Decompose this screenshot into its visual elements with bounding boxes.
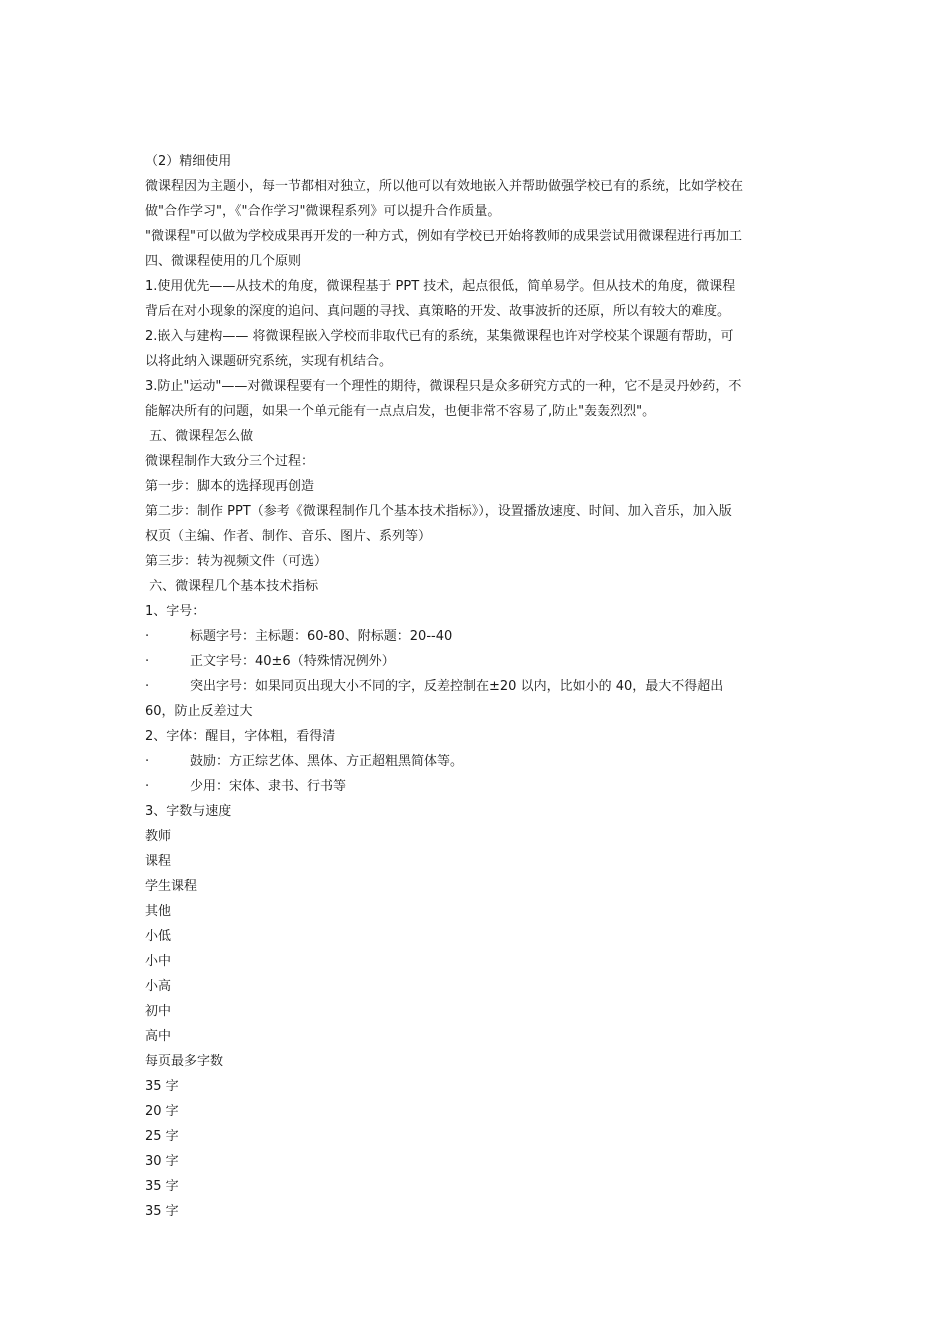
paragraph-line: 权页（主编、作者、制作、音乐、图片、系列等）: [145, 529, 432, 544]
bullet-text: 鼓励：方正综艺体、黑体、方正超粗黑简体等。: [190, 754, 464, 769]
bullet-marker: ·: [145, 679, 150, 694]
table-cell-text: 学生课程: [145, 879, 198, 894]
bullet-marker: ·: [145, 654, 150, 669]
bullet-item: [145, 749, 813, 774]
section-heading: （2）精细使用: [145, 154, 232, 169]
table-cell-text: 小高: [145, 979, 172, 994]
table-cell-text: 初中: [145, 1004, 172, 1019]
paragraph-line: 第二步：制作 PPT（参考《微课程制作几个基本技术指标》），设置播放速度、时间、加入音乐，加入版: [145, 504, 732, 519]
table-cell-text: 课程: [145, 854, 172, 869]
bullet-text: 正文字号：40±6（特殊情况例外）: [190, 654, 395, 669]
bullet-item: [145, 774, 813, 799]
paragraph-line: 第一步：脚本的选择现再创造: [145, 479, 315, 494]
section-heading: 五、微课程怎么做: [145, 429, 254, 444]
paragraph-line: 微课程因为主题小，每一节都相对独立，所以他可以有效地嵌入并帮助做强学校已有的系统，比如学校在: [145, 179, 744, 194]
table-cell-text: 高中: [145, 1029, 172, 1044]
bullet-text: 标题字号：主标题：60-80、附标题：20--40: [190, 629, 453, 644]
bullet-text: 少用：宋体、隶书、行书等: [190, 779, 347, 794]
paragraph-line: 以将此纳入课题研究系统，实现有机结合。: [145, 354, 393, 369]
bullet-text: 突出字号：如果同页出现大小不同的字，反差控制在±20 以内，比如小的 40，最大不得超出: [190, 679, 724, 694]
bullet-item: [145, 674, 813, 699]
bullet-marker: ·: [145, 779, 150, 794]
table-cell-text: 35 字: [145, 1079, 179, 1094]
paragraph-line: 3、字数与速度: [145, 804, 232, 819]
table-cell-text: 小中: [145, 954, 172, 969]
paragraph-line: 60，防止反差过大: [145, 704, 253, 719]
table-cell-text: 教师: [145, 829, 172, 844]
paragraph-line: 第三步：转为视频文件（可选）: [145, 554, 328, 569]
document-body: [145, 149, 813, 1224]
table-cell-text: 30 字: [145, 1154, 179, 1169]
paragraph-line: 1.使用优先——从技术的角度，微课程基于 PPT 技术，起点很低，简单易学。但从技术的角度，微课程: [145, 279, 736, 294]
section-heading: 六、微课程几个基本技术指标: [145, 579, 319, 594]
table-cell-text: 小低: [145, 929, 172, 944]
paragraph-line: 背后在对小现象的深度的追问、真问题的寻找、真策略的开发、故事波折的还原，所以有较大的难度。: [145, 304, 731, 319]
table-cell-text: 35 字: [145, 1204, 179, 1219]
bullet-item: [145, 649, 813, 674]
table-cell-text: 20 字: [145, 1104, 179, 1119]
paragraph-line: 3.防止"运动"——对微课程要有一个理性的期待，微课程只是众多研究方式的一种，它不是灵丹妙药，不: [145, 379, 742, 394]
table-cell-text: 每页最多字数: [145, 1054, 224, 1069]
bullet-marker: ·: [145, 754, 150, 769]
table-cell-text: 35 字: [145, 1179, 179, 1194]
paragraph-line: 能解决所有的问题，如果一个单元能有一点点启发，也便非常不容易了,防止"轰轰烈烈"。: [145, 404, 656, 419]
paragraph-line: 1、字号：: [145, 604, 206, 619]
table-cell-text: 25 字: [145, 1129, 179, 1144]
bullet-item: [145, 624, 813, 649]
paragraph-line: 2.嵌入与建构—— 将微课程嵌入学校而非取代已有的系统，某集微课程也许对学校某个课题有帮助，可: [145, 329, 734, 344]
bullet-marker: ·: [145, 629, 150, 644]
paragraph-line: "微课程"可以做为学校成果再开发的一种方式，例如有学校已开始将教师的成果尝试用微课程进行再加工: [145, 229, 742, 244]
table-cell-text: 其他: [145, 904, 172, 919]
paragraph-line: 微课程制作大致分三个过程：: [145, 454, 315, 469]
section-heading: 四、微课程使用的几个原则: [145, 254, 302, 269]
paragraph-line: 2、字体：醒目，字体粗，看得清: [145, 729, 336, 744]
paragraph-line: 做"合作学习"，《"合作学习"微课程系列》可以提升合作质量。: [145, 204, 501, 219]
